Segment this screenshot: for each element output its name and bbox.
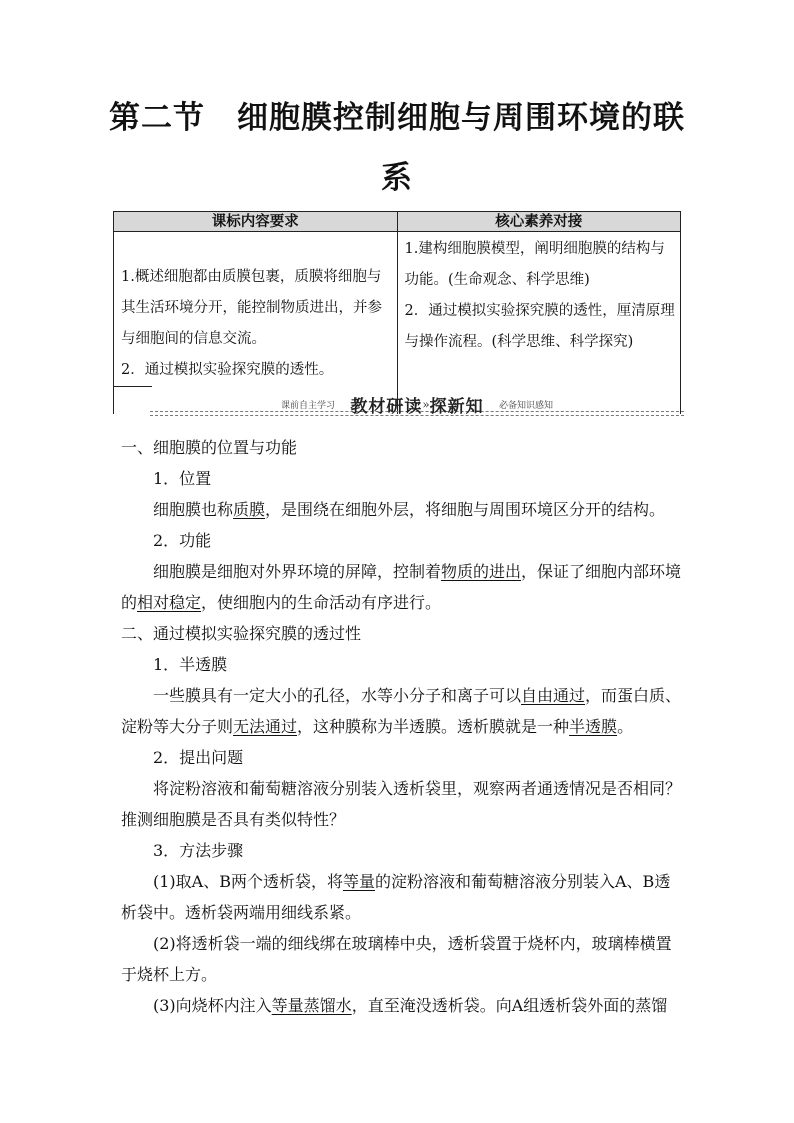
- requirement-item: 2．通过模拟实验探究膜的透性。: [121, 362, 334, 378]
- header-curriculum-requirements: 课标内容要求: [114, 212, 398, 232]
- competency-item: 2．通过模拟实验探究膜的透性，厘清原理与操作流程。(科学思维、科学探究): [404, 303, 675, 350]
- keyword: 等量: [342, 872, 375, 891]
- step-item: (2)将透析袋一端的细线绑在玻璃棒中央，透析袋置于烧杯内，玻璃棒横置于烧杯上方。: [121, 934, 672, 984]
- subsection-title: 1．位置: [153, 469, 212, 488]
- header-core-competencies: 核心素养对接: [397, 212, 681, 232]
- document-body: [121, 432, 683, 1021]
- page-title: 第二节 细胞膜控制细胞与周围环境的联: [109, 100, 685, 136]
- keyword: 无法通过: [233, 717, 298, 736]
- table-bottom-rule: [113, 386, 152, 387]
- banner-right-text: 必备知识感知: [498, 401, 553, 411]
- step-item: (1)取A、B两个透析袋，将等量的淀粉溶液和葡萄糖溶液分别装入A、B透析袋中。透析袋两端用细线系紧。: [121, 872, 671, 922]
- keyword: 自由通过: [521, 686, 586, 705]
- table-row: [114, 232, 681, 415]
- requirement-item: 1.概述细胞都由质膜包裹，质膜将细胞与其生活环境分开，能控制物质进出，并参与细胞间的信息交流。: [121, 269, 382, 347]
- subsection-title: 2．提出问题: [153, 748, 244, 767]
- table-header-row: [114, 212, 681, 232]
- subsection-title: 2．功能: [153, 531, 212, 550]
- keyword: 半透膜: [569, 717, 618, 736]
- competency-item: 1.建构细胞膜模型，阐明细胞膜的结构与功能。(生命观念、科学思维): [404, 241, 665, 288]
- competencies-cell: [397, 232, 681, 415]
- section-heading: 二、通过模拟实验探究膜的透过性: [121, 624, 362, 643]
- banner-left-text: 课前自主学习: [281, 401, 336, 411]
- step-item: (3)向烧杯内注入等量蒸馏水，直至淹没透析袋。向A组透析袋外面的蒸馏: [153, 996, 668, 1015]
- section-banner: [150, 392, 684, 418]
- subsection-title: 3．方法步骤: [153, 841, 244, 860]
- keyword: 相对稳定: [137, 593, 202, 612]
- subsection-title: 1．半透膜: [153, 655, 228, 674]
- curriculum-standards-table: [113, 211, 681, 414]
- requirements-cell: [114, 232, 398, 415]
- paragraph: 一些膜具有一定大小的孔径，水等小分子和离子可以自由通过，而蛋白质、淀粉等大分子则无法通过，这种膜称为半透膜。透析膜就是一种半透膜。: [121, 686, 682, 736]
- paragraph: 细胞膜也称质膜，是围绕在细胞外层，将细胞与周围环境区分开的结构。: [153, 500, 666, 519]
- banner-main-b: 探新知: [429, 397, 484, 417]
- paragraph: 将淀粉溶液和葡萄糖溶液分别装入透析袋里，观察两者通透情况是否相同？推测细胞膜是否具有类似特性？: [121, 779, 682, 829]
- keyword: 质膜: [233, 500, 266, 519]
- paragraph: 细胞膜是细胞对外界环境的屏障，控制着物质的进出，保证了细胞内部环境的相对稳定，使细胞内的生命活动有序进行。: [121, 562, 682, 612]
- double-chevron-right-icon: »: [422, 397, 430, 412]
- page-title-continued: 系: [381, 160, 413, 196]
- keyword: 物质的进出: [441, 562, 522, 581]
- banner-main-a: 教材研读: [350, 397, 423, 417]
- keyword: 等量蒸馏水: [271, 996, 352, 1015]
- section-heading: 一、细胞膜的位置与功能: [121, 438, 298, 457]
- banner-label: [150, 392, 684, 417]
